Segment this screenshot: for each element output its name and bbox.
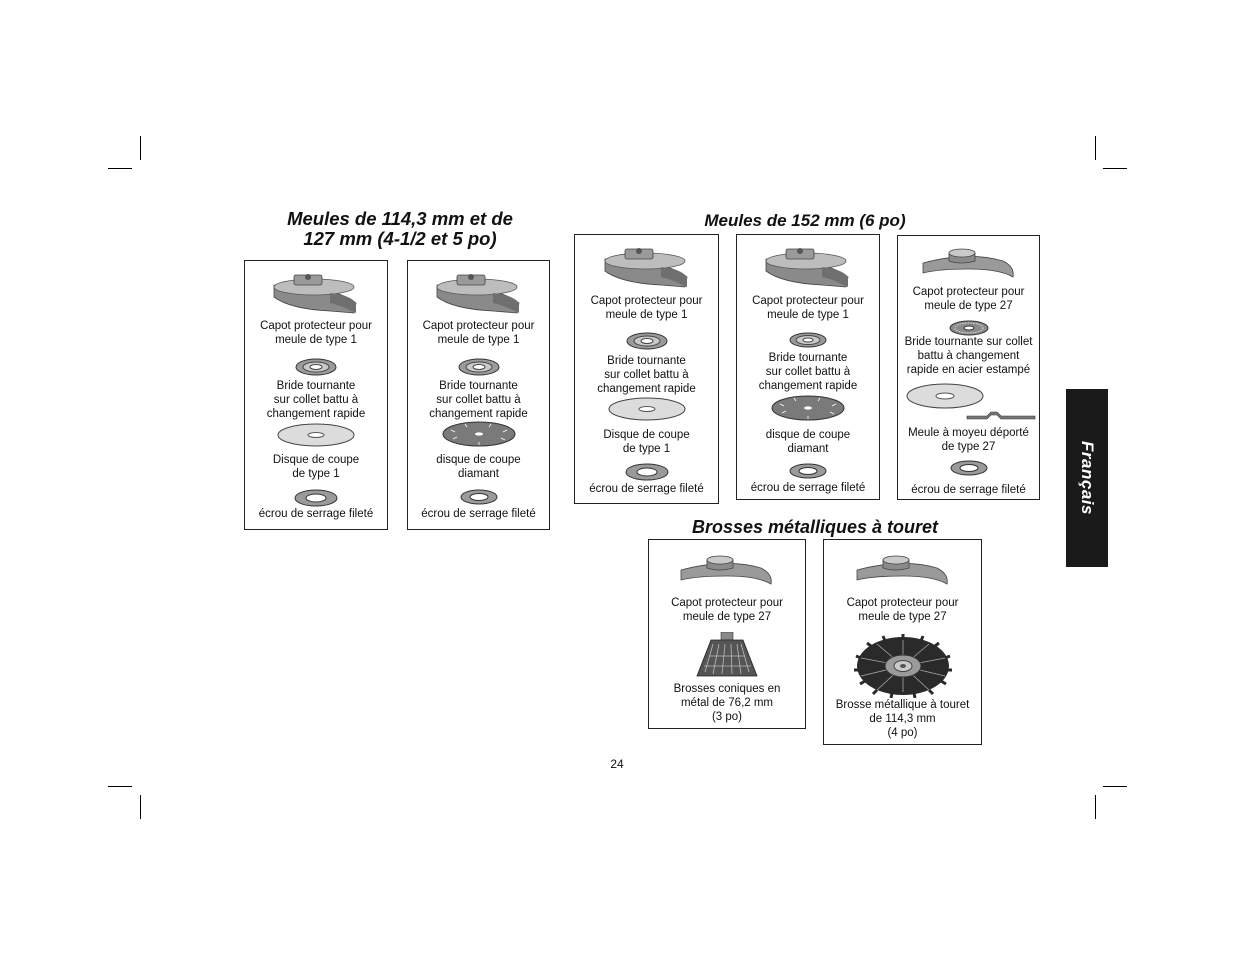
wheel-label: disque de coupe diamant [765,429,851,455]
component-box-7 [823,539,982,745]
component-box-3 [574,234,719,504]
component-box-4 [736,234,880,500]
guard-label: Capot protecteur pour meule de type 1 [422,320,535,346]
language-tab-label: Français [1078,441,1097,515]
wheel-label: Disque de coupe de type 1 [272,454,360,480]
cutoff-wheel-icon [575,397,718,421]
heading-large-wheels: Meules de 152 mm (6 po) [704,211,906,230]
nut-icon [408,488,549,506]
guard-type27-icon [898,243,1039,283]
nut-label: écrou de serrage fileté [589,483,704,495]
crop-mark [108,786,132,787]
wheel-label: disque de coupe diamant [436,454,521,480]
flange-label: Bride tournante sur collet battu à changement rapide [266,380,366,420]
nut-label: écrou de serrage fileté [258,508,374,520]
nut-icon [737,462,879,480]
guard-type1-icon [245,269,387,315]
flange-label: Bride tournante sur collet battu à changement rapide [758,352,858,392]
flange-icon [408,357,549,377]
flange-label: Bride tournante sur collet battu à changement rapide [429,380,528,420]
flange-label: Bride tournante sur collet battu à changement rapide [597,355,696,395]
nut-label: écrou de serrage fileté [421,508,536,520]
guard-label: Capot protecteur pour meule de type 1 [260,320,372,346]
crop-mark [108,168,132,169]
page-number: 24 [610,757,624,771]
heading-line-2: 127 mm (4-1/2 et 5 po) [303,228,497,250]
flange-icon [575,331,718,351]
guard-label: Capot protecteur pour meule de type 27 [912,286,1025,312]
cup-brush-icon [649,632,805,678]
flange-label: Bride tournante sur collet battu à changement rapide en acier estampé [904,336,1033,376]
wheel-label: Disque de coupe de type 1 [603,429,690,455]
guard-label: Capot protecteur pour meule de type 27 [846,597,959,623]
crop-mark [140,136,141,160]
guard-type1-icon [575,243,718,289]
nut-icon [898,459,1039,477]
heading-line-1: Meules de 114,3 mm et de [287,208,513,229]
crop-mark [140,795,141,819]
guard-label: Capot protecteur pour meule de type 1 [752,295,864,321]
depressed-center-wheel-icon [898,382,1039,422]
nut-label: écrou de serrage fileté [750,482,866,494]
brush-label: Brosses coniques en métal de 76,2 mm (3 po) [673,683,781,723]
crop-mark [1095,136,1096,160]
guard-type27-icon [649,550,805,590]
wheel-label: Meule à moyeu déporté de type 27 [908,427,1029,453]
flange-icon [245,357,387,377]
brush-label: Brosse métallique à touret de 114,3 mm (4 po) [835,699,970,739]
diamond-wheel-icon [737,395,879,421]
heading-small-wheels [250,209,550,250]
language-tab [1066,389,1108,567]
flange-icon [737,331,879,349]
nut-icon [575,462,718,482]
guard-type1-icon [408,269,549,315]
nut-label: écrou de serrage fileté [911,484,1026,496]
cutoff-wheel-icon [245,423,387,447]
guard-label: Capot protecteur pour meule de type 1 [590,295,703,321]
guard-label: Capot protecteur pour meule de type 27 [671,597,783,623]
component-box-5 [897,235,1040,500]
component-box-6 [648,539,806,729]
component-box-1 [244,260,388,530]
guard-type27-icon [824,550,981,590]
heading-wire-brushes: Brosses métalliques à touret [691,517,939,537]
wire-wheel-brush-icon [824,634,981,698]
component-box-2 [407,260,550,530]
crop-mark [1103,786,1127,787]
crop-mark [1103,168,1127,169]
nut-icon [245,488,387,508]
guard-type1-icon [737,243,879,289]
crop-mark [1095,795,1096,819]
diamond-wheel-icon [408,421,549,447]
